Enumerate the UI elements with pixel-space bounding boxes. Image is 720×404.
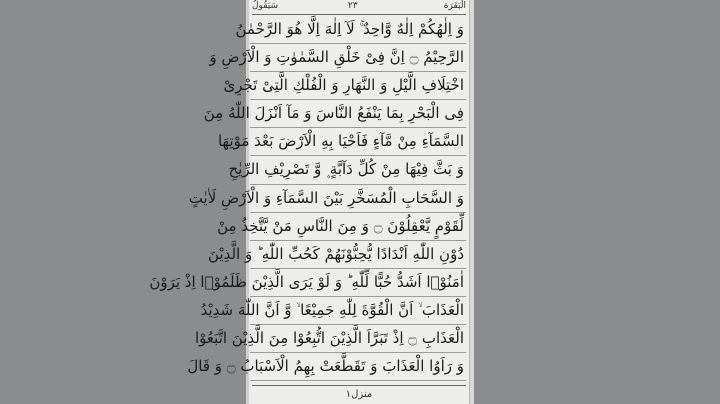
page-header — [252, 0, 466, 15]
mushaf-page — [149, 0, 474, 404]
verse-line: وَ اِلٰهُكُمْ اِلٰهٌ وَّاحِدٌ ۚ لَآ اِلٰهَ اِلَّا هُوَ الرَّحْمٰنُ — [250, 16, 466, 44]
verse-line: لِّقَوْمٍ یَّعْقِلُوْنَ ۝ وَ مِنَ النَّاسِ مَنْ یَّتَّخِذُ مِنْ — [250, 213, 466, 241]
verse-line: دُوْنِ اللّٰهِ اَنْدَادًا یُّحِبُّوْنَهُمْ كَحُبِّ اللّٰهِ ؕ وَ الَّذِیْنَ — [250, 241, 466, 269]
verse-lines — [149, 16, 466, 382]
header-para-name: سَیَقُولُ — [252, 1, 278, 11]
verse-line: الْعَذَابَ ۙ اَنَّ الْقُوَّةَ لِلّٰهِ جَمِیْعًا ۙ وَّ اَنَّ اللّٰهَ شَدِیْدُ — [250, 297, 466, 325]
verse-line: وَ السَّحَابِ الْمُسَخَّرِ بَیْنَ السَّمَآءِ وَ الْاَرْضِ لَاٰیٰتٍ — [250, 185, 466, 213]
verse-line: الْعَذَابِ ۝ اِذْ تَبَرَّاَ الَّذِیْنَ اتُّبِعُوْا مِنَ الَّذِیْنَ اتَّبَعُوْا — [250, 325, 466, 353]
header-page-number: ۲۳ — [348, 1, 358, 11]
page-footer-manzil: منزل۱ — [252, 385, 466, 404]
verse-line: الرَّحِیْمُ ۝ اِنَّ فِیْ خَلْقِ السَّمٰوٰتِ وَ الْاَرْضِ وَ — [250, 44, 466, 72]
verse-line: وَ رَاَوُا الْعَذَابَ وَ تَقَطَّعَتْ بِهِمُ الْاَسْبَابُ ۝ وَ قَالَ — [250, 353, 466, 381]
verse-line: السَّمَآءِ مِنْ مَّآءٍ فَاَحْیَا بِهِ الْاَرْضَ بَعْدَ مَوْتِهَا — [250, 128, 466, 156]
header-surah-name: الْبَقَرَة — [443, 1, 466, 11]
verse-line: وَ بَثَّ فِیْهَا مِنْ كُلِّ دَآبَّةٍ ۪ وَّ تَصْرِیْفِ الرِّیٰحِ — [250, 156, 466, 184]
verse-line: اخْتِلَافِ الَّیْلِ وَ النَّهَارِ وَ الْفُلْكِ الَّتِیْ تَجْرِیْ — [250, 72, 466, 100]
page-right-margin — [469, 0, 474, 404]
verse-line: فِی الْبَحْرِ بِمَا یَنْفَعُ النَّاسَ وَ مَآ اَنْزَلَ اللّٰهُ مِنَ — [250, 100, 466, 128]
verse-line: اٰمَنُوْۤا اَشَدُّ حُبًّا لِّلّٰهِ ؕ وَ لَوْ یَرَى الَّذِیْنَ ظَلَمُوْۤا اِذْ یَرَوْنَ — [250, 269, 466, 297]
